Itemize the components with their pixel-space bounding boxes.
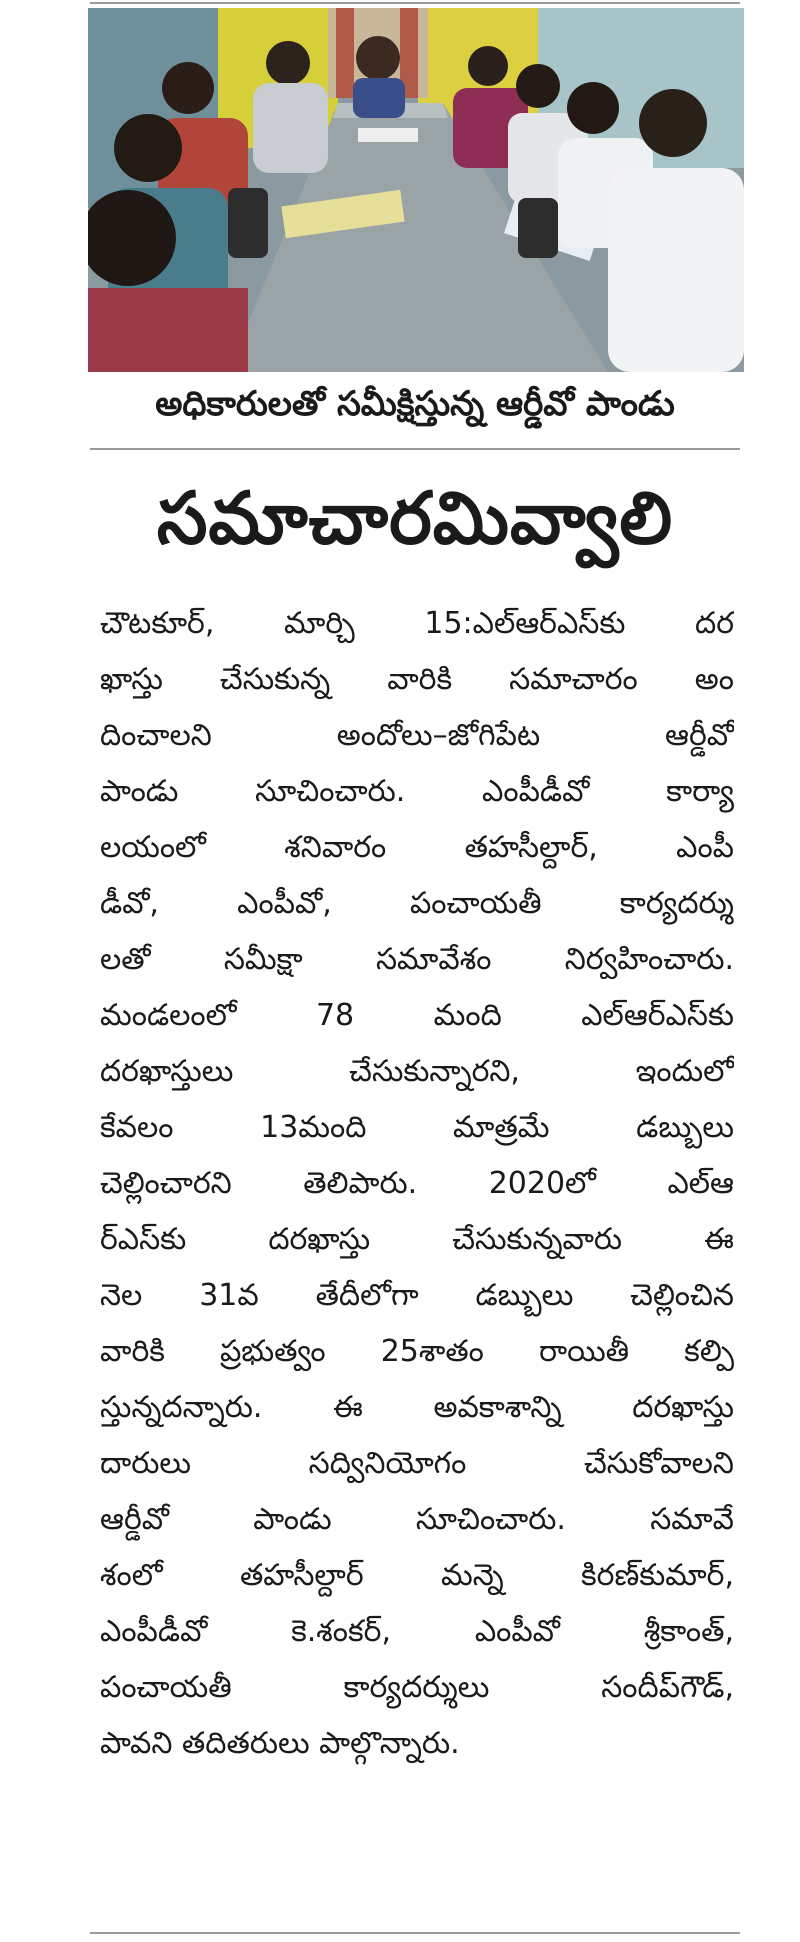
- article-body-line: పావని తదితరులు పాల్గొన్నారు.: [100, 1726, 460, 1761]
- article-headline: సమాచారమివ్వాలి: [156, 476, 674, 560]
- news-photo-meeting: [88, 8, 744, 372]
- article-body-line: ఎంపీడీవో కె.శంకర్, ఎంపీవో శ్రీకాంత్,: [100, 1614, 734, 1649]
- article-body-line: ర్‌ఎస్‌కు దరఖాస్తు చేసుకున్నవారు ఈ: [100, 1222, 734, 1257]
- article-body-line: లయంలో శనివారం తహసీల్దార్, ఎంపీ: [100, 830, 734, 865]
- article-body-line: దారులు సద్వినియోగం చేసుకోవాలని: [100, 1446, 734, 1481]
- article-body-line: దరఖాస్తులు చేసుకున్నారని, ఇందులో: [100, 1054, 734, 1089]
- article-body-line: ఆర్డీవో పాండు సూచించారు. సమావే: [100, 1502, 734, 1537]
- article-body-line: పాండు సూచించారు. ఎంపీడీవో కార్యా: [100, 774, 734, 809]
- article-body-line: స్తున్నదన్నారు. ఈ అవకాశాన్ని దరఖాస్తు: [100, 1390, 734, 1425]
- article-body-line: ఖాస్తు చేసుకున్న వారికి సమాచారం అం: [100, 662, 734, 697]
- article-body-line: దించాలని అందోలు–జోగిపేట ఆర్డీవో: [100, 718, 734, 753]
- article-body-line: కేవలం 13మంది మాత్రమే డబ్బులు: [100, 1110, 734, 1145]
- article-body-line: శంలో తహసీల్దార్ మన్నె కిరణ్‌కుమార్,: [100, 1558, 734, 1593]
- article-body-line: మండలంలో 78 మంది ఎల్‌ఆర్‌ఎస్‌కు: [100, 998, 734, 1033]
- article-body-line: నెల 31వ తేదీలోగా డబ్బులు చెల్లించిన: [100, 1278, 734, 1313]
- article-body-line: చెల్లించారని తెలిపారు. 2020లో ఎల్‌ఆ: [100, 1166, 734, 1201]
- article-body-line: చౌటకూర్, మార్చి 15:ఎల్‌ఆర్‌ఎస్‌కు దర: [100, 606, 734, 641]
- article-body-line: డీవో, ఎంపీవో, పంచాయతీ కార్యదర్శు: [100, 886, 734, 921]
- article-body-line: లతో సమీక్షా సమావేశం నిర్వహించారు.: [100, 942, 734, 977]
- article-body: [100, 596, 734, 1772]
- bottom-divider: [90, 1932, 740, 1934]
- article-body-line: పంచాయతీ కార్యదర్శులు సందీప్‌గౌడ్,: [100, 1670, 734, 1705]
- top-divider: [90, 2, 740, 4]
- caption-divider: [90, 448, 740, 450]
- article-body-line: వారికి ప్రభుత్వం 25శాతం రాయితీ కల్పి: [100, 1334, 734, 1369]
- photo-caption: అధికారులతో సమీక్షిస్తున్న ఆర్డీవో పాండు: [155, 384, 675, 424]
